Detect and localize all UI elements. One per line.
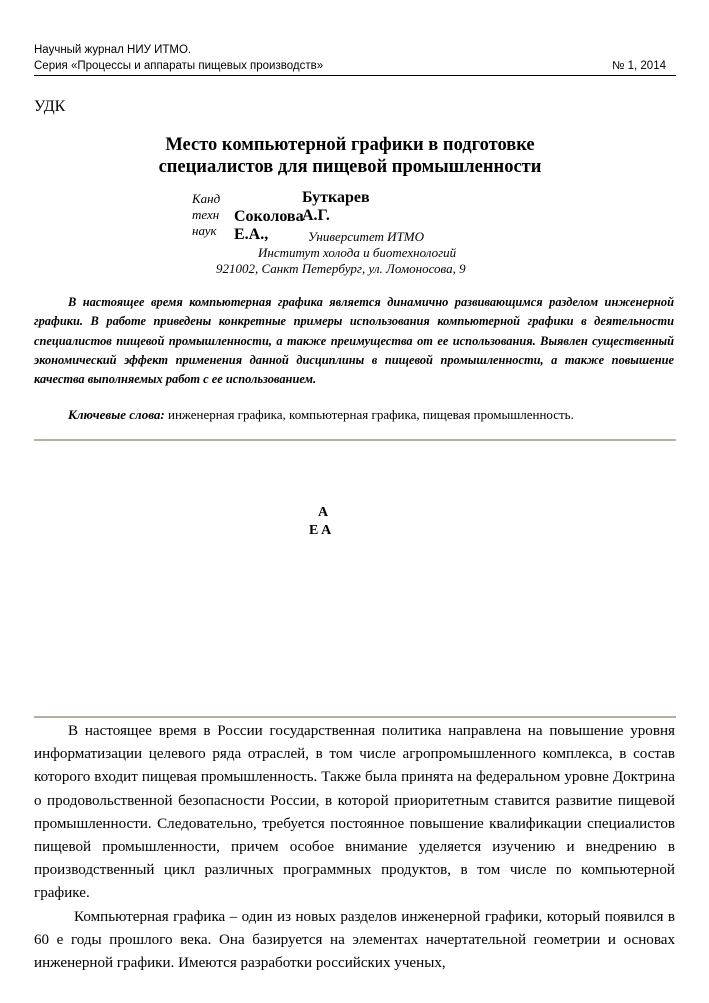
author-degree: Канд техн наук — [192, 191, 221, 238]
body-paragraph-1: В настоящее время в России государственная политика направлена на повышение уровня информатизации целевого ряда отраслей, в том числе агропромышленного комплекса, в состав которого входит пищевая промышленность. Также была принята на федеральном уровне Доктрина о продовольственной безопасности России, в которой приоритетным ставится развитие пищевой промышленности. Следовательно, требуется постоянное повышение квалификации специалистов пищевой промышленности, причем особое внимание уделяется изучению и внедрению в производственный цикл различных программных продуктов, в том числе по компьютерной графике. — [34, 723, 675, 902]
header-divider — [34, 75, 676, 76]
english-title-fragment: A — [318, 505, 329, 520]
body-paragraph-2: Компьютерная графика – один из новых разделов инженерной графики, который появился в 60 е годы прошлого века. Она базируется на элементах начертательной геометрии и основах инженерной графики. Имеются разработки российских ученых, — [34, 908, 675, 972]
affiliation-institute: Институт холода и биотехнологий — [258, 245, 457, 260]
issue-number: № 1, 2014 — [612, 60, 666, 72]
section-divider-bottom — [34, 716, 676, 718]
article-title — [60, 134, 640, 178]
header-series-row — [34, 58, 674, 74]
article-body — [34, 720, 675, 975]
title-line-2: специалистов для пищевой промышленности — [158, 157, 542, 177]
affiliation-university: Университет ИТМО — [308, 229, 425, 244]
keywords-label: Ключевые слова: — [68, 407, 165, 422]
keywords — [68, 405, 678, 425]
udk-label: УДК — [34, 98, 66, 115]
journal-name: Научный журнал НИУ ИТМО. — [34, 44, 192, 56]
english-authors-fragment: E A — [309, 523, 332, 538]
keywords-text: инженерная графика, компьютерная графика, пищевая промышленность. — [164, 407, 574, 422]
series-name: Серия «Процессы и аппараты пищевых производств» — [34, 60, 324, 72]
title-line-1: Место компьютерной графики в подготовке — [165, 135, 535, 155]
affiliation-address: 921002, Санкт Петербург, ул. Ломоносова, 9 — [216, 261, 466, 276]
author-name-1: Буткарев А.Г. — [302, 189, 370, 224]
abstract: В настоящее время компьютерная графика является динамично развивающимся разделом инженерной графики. В работе приведены конкретные примеры использования компьютерной графики в деятельности специалистов пищевой промышленности, а также преимущества от ее использования. Выявлен существенный экономический эффект применения данной дисциплины в пищевой промышленности, а также повышение качества выполняемых работ с ее использованием. — [34, 295, 674, 387]
section-divider-top — [34, 439, 676, 441]
author-name-2: Соколова Е.А., — [234, 208, 304, 243]
running-header — [34, 42, 674, 74]
